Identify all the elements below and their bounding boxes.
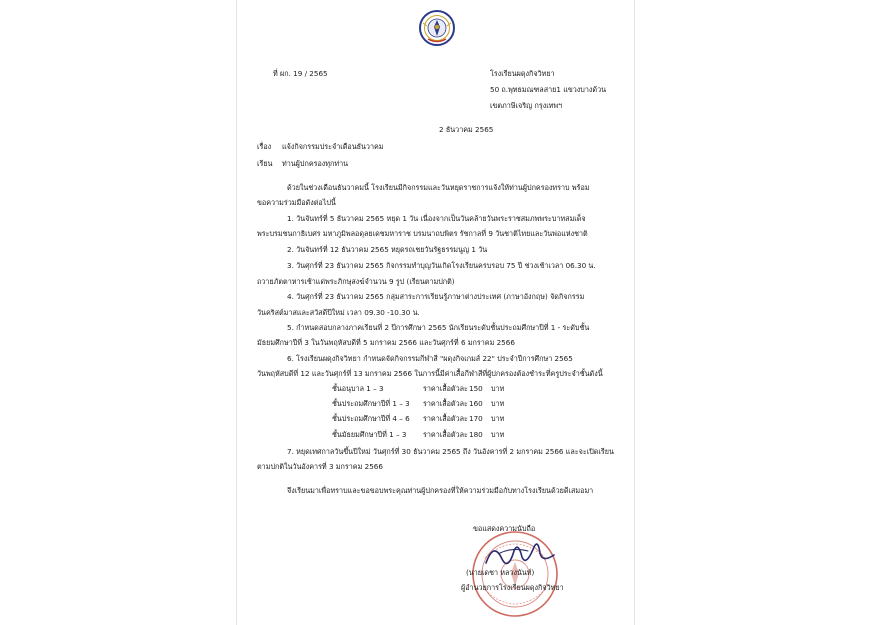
fee-label: ราคาเสื้อตัวละ (423, 414, 468, 423)
fee-price: 170 (469, 414, 483, 423)
school-emblem-icon (414, 8, 460, 48)
fee-label: ราคาเสื้อตัวละ (423, 384, 468, 393)
fee-unit: บาท (491, 399, 505, 408)
subject-label: เรื่อง (257, 142, 272, 151)
fee-price: 150 (469, 384, 483, 393)
fee-level: ชั้นประถมศึกษาปีที่ 4 – 6 (332, 414, 410, 423)
item-1-line-1: 1. วันจันทร์ที่ 5 ธันวาคม 2565 หยุด 1 วัน เนื่องจากเป็นวันคล้ายวันพระราชสมภพพระบาทสมเด็จ (287, 214, 586, 223)
signer-name: (นายเดชา หลวงนันท์) (466, 568, 535, 577)
fee-row (237, 414, 634, 424)
fee-row (237, 384, 634, 394)
item-2: 2. วันจันทร์ที่ 12 ธันวาคม 2565 หยุดรถเชยวันรัฐธรรมนูญ 1 วัน (287, 245, 488, 254)
fee-row (237, 430, 634, 440)
intro-line-1: ด้วยในช่วงเดือนธันวาคมนี้ โรงเรียนมีกิจกรรมและวันหยุดราชการแจ้งให้ท่านผู้ปกครองทราบ พร้อม (287, 183, 590, 192)
school-address-line-1: 50 ถ.พุทธมณฑลสาย1 แขวงบางด้วน (490, 85, 607, 94)
fee-level: ชั้นอนุบาล 1 – 3 (332, 384, 384, 393)
school-name: โรงเรียนผดุงกิจวิทยา (490, 69, 555, 78)
item-4-line-1: 4. วันศุกร์ที่ 23 ธันวาคม 2565 กลุ่มสาระการเรียนรู้ภาษาต่างประเทศ (ภาษาอังกฤษ) จัดกิจกรรม (287, 292, 585, 301)
subject-text: แจ้งกิจกรรมประจำเดือนธันวาคม (282, 142, 384, 151)
item-5-line-1: 5. กำหนดสอบกลางภาคเรียนที่ 2 ปีการศึกษา 2565 นักเรียนระดับชั้นประถมศึกษาปีที่ 1 - ระดับชั้น (287, 323, 590, 332)
letter-date: 2 ธันวาคม 2565 (439, 125, 494, 134)
letter-page (236, 0, 635, 625)
fee-label: ราคาเสื้อตัวละ (423, 399, 468, 408)
item-3-line-1: 3. วันศุกร์ที่ 23 ธันวาคม 2565 กิจกรรมทำบุญวันเกิดโรงเรียนครบรอบ 75 ปี ช่วงเช้าเวลา 06.30 น. (287, 261, 596, 270)
fee-label: ราคาเสื้อตัวละ (423, 430, 468, 439)
fee-price: 180 (469, 430, 483, 439)
item-5-line-2: มัธยมศึกษาปีที่ 3 ในวันพฤหัสบดีที่ 5 มกราคม 2566 และวันศุกร์ที่ 6 มกราคม 2566 (257, 338, 515, 347)
item-7-line-2: ตามปกติในวันอังคารที่ 3 มกราคม 2566 (257, 462, 383, 471)
closing-paragraph: จึงเรียนมาเพื่อทราบและขอขอบพระคุณท่านผู้ปกครองที่ให้ความร่วมมือกับทางโรงเรียนด้วยดีเสมอมา (287, 486, 594, 495)
item-1-line-2: พระบรมชนกาธิเบศร มหาภูมิพลอดุลยเดชมหาราช บรมนาถบพิตร รัชกาลที่ 9 วันชาติไทยและวันพ่อแห่งชาติ (257, 229, 588, 238)
item-4-line-2: วันคริสต์มาสและสวัสดีปีใหม่ เวลา 09.30 -10.30 น. (257, 308, 420, 317)
item-6-line-1: 6. โรงเรียนผดุงกิจวิทยา กำหนดจัดกิจกรรมกีฬาสี "ผดุงกิจเกมส์ 22" ประจำปีการศึกษา 2565 (287, 354, 573, 363)
signer-title: ผู้อำนวยการโรงเรียนผดุงกิจวิทยา (461, 583, 564, 592)
recipient-text: ท่านผู้ปกครองทุกท่าน (282, 159, 349, 168)
fee-level: ชั้นประถมศึกษาปีที่ 1 – 3 (332, 399, 410, 408)
fee-unit: บาท (491, 414, 505, 423)
item-7-line-1: 7. หยุดเทศกาลวันขึ้นปีใหม่ วันศุกร์ที่ 30 ธันวาคม 2565 ถึง วันอังคารที่ 2 มกราคม 2566 และจะเปิดเรียน (287, 447, 614, 456)
recipient-label: เรียน (257, 159, 273, 168)
school-address-line-2: เขตภาษีเจริญ กรุงเทพฯ (490, 101, 563, 110)
item-3-line-2: ถวายภัตตาหารเช้าแด่พระภิกษุสงฆ์จำนวน 9 รูป (เรียนตามปกติ) (257, 277, 455, 286)
fee-unit: บาท (491, 384, 505, 393)
fee-unit: บาท (491, 430, 505, 439)
reference-number: ที่ ผก. 19 / 2565 (273, 69, 328, 78)
item-6-line-2: วันพฤหัสบดีที่ 12 และวันศุกร์ที่ 13 มกราคม 2566 ในการนี้มีค่าเสื้อกีฬาสีที่ผู้ปกครองต้องชำระที่ครูประจำชั้นดังนี้ (257, 369, 603, 378)
fee-row (237, 399, 634, 409)
intro-line-2: ขอความร่วมมือดังต่อไปนี้ (257, 198, 336, 207)
fee-price: 160 (469, 399, 483, 408)
regards-text: ขอแสดงความนับถือ (473, 524, 536, 533)
fee-level: ชั้นมัธยมศึกษาปีที่ 1 – 3 (332, 430, 407, 439)
